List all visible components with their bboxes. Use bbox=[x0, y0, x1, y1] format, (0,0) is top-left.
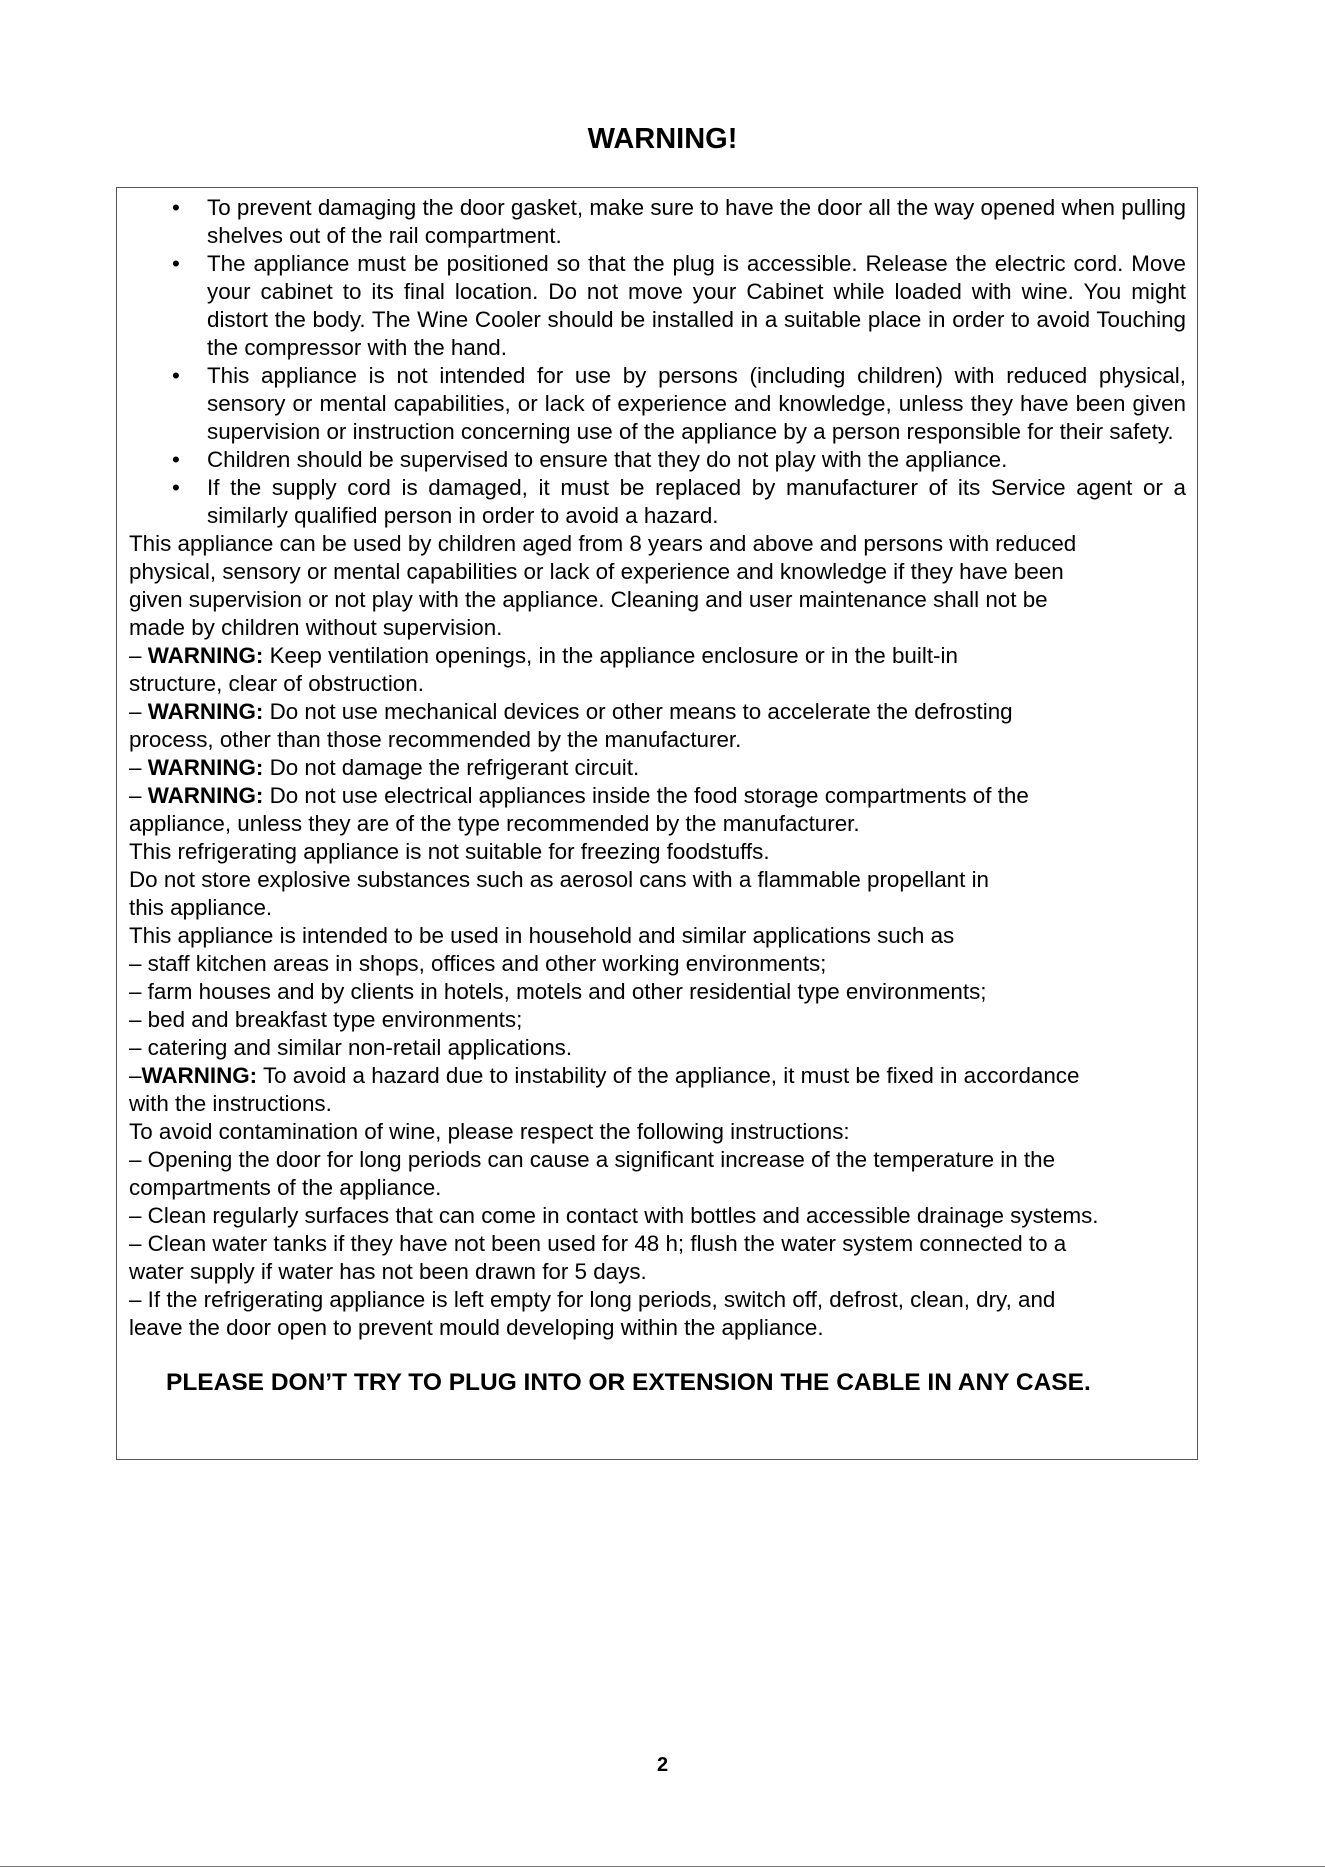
bullet-text: This appliance is not intended for use by persons (including children) with reduced physical, sensory or mental capabilities, or lack of experience and knowledge, unless they have been given supervision or instruction concerning use of the appliance by a person responsible for their safety. bbox=[207, 363, 1186, 444]
warning-line bbox=[129, 782, 1186, 810]
bullet-icon: • bbox=[172, 195, 180, 220]
warning-label: WARNING: bbox=[147, 783, 264, 808]
warning-text: To avoid a hazard due to instability of the appliance, it must be fixed in accordance bbox=[257, 1063, 1080, 1088]
text-line: – catering and similar non-retail applications. bbox=[129, 1035, 573, 1060]
bullet-item bbox=[129, 474, 1186, 530]
bullet-icon: • bbox=[172, 251, 180, 276]
text-line: – Clean water tanks if they have not been used for 48 h; flush the water system connected to a bbox=[129, 1231, 1067, 1256]
text-line: This appliance is intended to be used in household and similar applications such as bbox=[129, 923, 955, 948]
dash: – bbox=[129, 755, 148, 780]
text-line: Do not store explosive substances such as aerosol cans with a flammable propellant in bbox=[129, 867, 990, 892]
text-line: – If the refrigerating appliance is left empty for long periods, switch off, defrost, clean, dry, and bbox=[129, 1287, 1056, 1312]
warning-line bbox=[129, 642, 1186, 670]
bullet-icon: • bbox=[172, 475, 180, 500]
bullet-icon: • bbox=[172, 447, 180, 472]
bullet-item bbox=[129, 194, 1186, 250]
bullet-item bbox=[129, 250, 1186, 362]
dash: – bbox=[129, 1063, 142, 1088]
bullet-text: Children should be supervised to ensure that they do not play with the appliance. bbox=[207, 447, 1008, 472]
text-line: – bed and breakfast type environments; bbox=[129, 1007, 523, 1032]
bullet-icon: • bbox=[172, 363, 180, 388]
warning-text: Keep ventilation openings, in the appliance enclosure or in the built-in bbox=[263, 643, 958, 668]
warning-text: Do not use mechanical devices or other means to accelerate the defrosting bbox=[263, 699, 1013, 724]
warning-text: Do not use electrical appliances inside the food storage compartments of the bbox=[263, 783, 1029, 808]
text-line: – staff kitchen areas in shops, offices and other working environments; bbox=[129, 951, 827, 976]
text-line: – Clean regularly surfaces that can come in contact with bottles and accessible drainage systems. bbox=[129, 1203, 1099, 1228]
text-line: water supply if water has not been drawn for 5 days. bbox=[129, 1259, 647, 1284]
text-line: process, other than those recommended by the manufacturer. bbox=[129, 727, 742, 752]
bottom-rule bbox=[0, 1866, 1325, 1867]
page-title: WARNING! bbox=[587, 123, 738, 155]
warning-line bbox=[129, 1062, 1186, 1090]
text-line: This refrigerating appliance is not suitable for freezing foodstuffs. bbox=[129, 839, 770, 864]
warning-label: WARNING: bbox=[147, 643, 264, 668]
page-number: 2 bbox=[656, 1754, 669, 1776]
text-line: This appliance can be used by children aged from 8 years and above and persons with reduced bbox=[129, 531, 1077, 556]
warning-box bbox=[116, 187, 1198, 1460]
bullet-list bbox=[129, 194, 1186, 530]
warning-text: Do not damage the refrigerant circuit. bbox=[263, 755, 640, 780]
bullet-text: If the supply cord is damaged, it must be replaced by manufacturer of its Service agent or a similarly qualified person in order to avoid a hazard. bbox=[207, 475, 1186, 528]
warning-line bbox=[129, 698, 1186, 726]
text-line: given supervision or not play with the appliance. Cleaning and user maintenance shall not be bbox=[129, 587, 1048, 612]
text-line: this appliance. bbox=[129, 895, 273, 920]
text-line: structure, clear of obstruction. bbox=[129, 671, 424, 696]
text-line: – farm houses and by clients in hotels, motels and other residential type environments; bbox=[129, 979, 987, 1004]
dash: – bbox=[129, 783, 148, 808]
text-line: with the instructions. bbox=[129, 1091, 332, 1116]
warning-label: WARNING: bbox=[147, 755, 264, 780]
warning-label: WARNING: bbox=[141, 1063, 258, 1088]
text-line: To avoid contamination of wine, please respect the following instructions: bbox=[129, 1119, 850, 1144]
bullet-item bbox=[129, 446, 1186, 474]
bullet-text: To prevent damaging the door gasket, make sure to have the door all the way opened when pulling shelves out of the rail compartment. bbox=[207, 195, 1186, 248]
final-notice: PLEASE DON’T TRY TO PLUG INTO OR EXTENSION THE CABLE IN ANY CASE. bbox=[166, 1369, 1091, 1396]
body-text bbox=[129, 530, 1186, 1342]
warning-line bbox=[129, 754, 1186, 782]
bullet-item bbox=[129, 362, 1186, 446]
text-line: compartments of the appliance. bbox=[129, 1175, 442, 1200]
text-line: physical, sensory or mental capabilities or lack of experience and knowledge if they have been bbox=[129, 559, 1064, 584]
text-line: – Opening the door for long periods can cause a significant increase of the temperature in the bbox=[129, 1147, 1056, 1172]
text-line: made by children without supervision. bbox=[129, 615, 503, 640]
bullet-text: The appliance must be positioned so that the plug is accessible. Release the electric cord. Move your cabinet to its final location. Do not move your Cabinet while loaded with wine. You might distort the body. The Wine Cooler should be installed in a suitable place in order to avoid Touching the compressor with the hand. bbox=[207, 251, 1186, 360]
warning-label: WARNING: bbox=[147, 699, 264, 724]
text-line: leave the door open to prevent mould developing within the appliance. bbox=[129, 1315, 824, 1340]
dash: – bbox=[129, 643, 148, 668]
text-line: appliance, unless they are of the type recommended by the manufacturer. bbox=[129, 811, 860, 836]
dash: – bbox=[129, 699, 148, 724]
